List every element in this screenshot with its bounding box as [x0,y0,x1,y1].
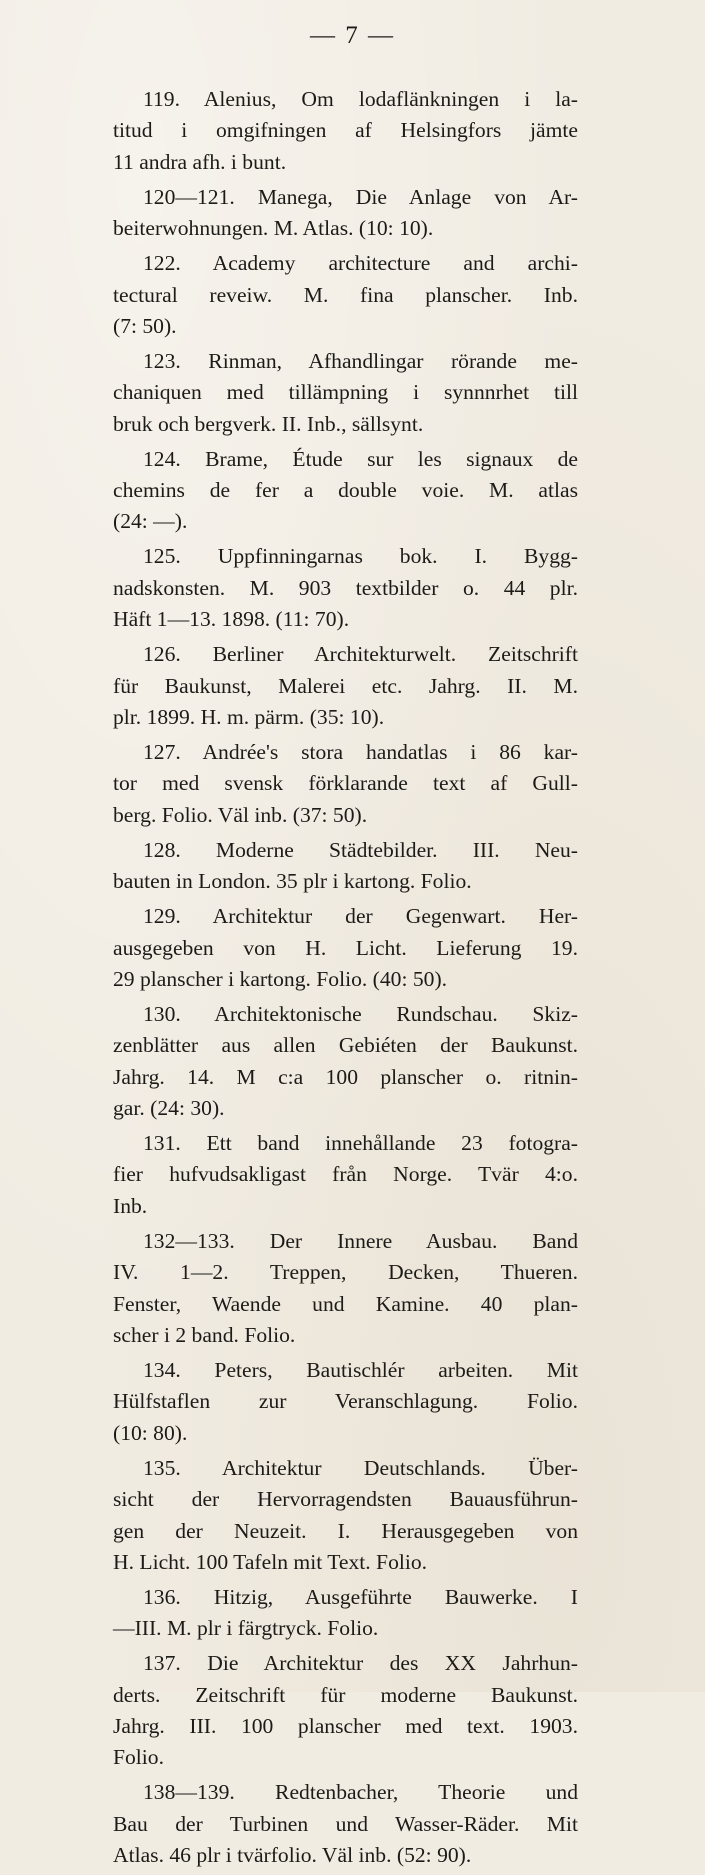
catalogue-entry [113,84,578,178]
entry-text-line: —III. M. plr i färgtryck. Folio. [113,1616,379,1641]
entry-heading-line: 131. Ett band innehållande 23 fotogra- [143,1131,578,1156]
entry-heading-line: 136. Hitzig, Ausgeführte Bauwerke. I [143,1584,578,1609]
entry-text-line: IV. 1—2. Treppen, Decken, Thueren. [113,1260,578,1285]
entry-text-line: Häft 1—13. 1898. (11: 70). [113,607,350,632]
entry-text-line: derts. Zeitschrift für moderne Baukunst. [113,1682,578,1707]
entry-text-line: nadskonsten. M. 903 textbilder o. 44 plr. [113,575,578,600]
entry-text-line: bauten in London. 35 plr i kartong. Folio. [113,869,472,894]
entry-text-line: zenblätter aus allen Gebiéten der Baukunst. [113,1033,578,1058]
entry-heading-line: 132—133. Der Innere Ausbau. Band [143,1228,578,1253]
entry-text-line: 29 planscher i kartong. Folio. (40: 50). [113,966,448,991]
entry-text-line: Atlas. 46 plr i tvärfolio. Väl inb. (52: 90). [113,1843,472,1868]
catalogue-entry [113,639,578,733]
catalogue-entry [113,1128,578,1222]
entry-heading-line: 124. Brame, Étude sur les signaux de [143,446,578,471]
entry-heading-line: 137. Die Architektur des XX Jahrhun- [143,1651,578,1676]
entry-text-line: (24: —). [113,509,188,534]
entry-heading-line: 119. Alenius, Om lodaflänkningen i la- [143,87,578,111]
entry-heading-line: 122. Academy architecture and archi- [143,251,578,276]
catalogue-entry [113,1648,578,1774]
entry-text-line: chaniquen med tillämpning i synnnrhet till [113,380,578,405]
entry-heading-line: 134. Peters, Bautischlér arbeiten. Mit [143,1357,578,1382]
entry-text-line: Inb. [113,1193,148,1218]
entry-text-line: für Baukunst, Malerei etc. Jahrg. II. M. [113,673,578,698]
entry-text-line: Jahrg. III. 100 planscher med text. 1903. [113,1714,578,1739]
page-number: — 7 — [310,22,395,49]
catalogue-entry [113,835,578,898]
entry-text-line: gen der Neuzeit. I. Herausgegeben von [113,1518,578,1543]
catalogue-entry [113,541,578,635]
entry-heading-line: 127. Andrée's stora handatlas i 86 kar- [143,739,578,764]
entry-text-line: 11 andra afh. i bunt. [113,149,287,174]
entry-text-line: ausgegeben von H. Licht. Lieferung 19. [113,935,578,960]
entry-text-line: Folio. [113,1745,165,1770]
entry-text-line: Fenster, Waende und Kamine. 40 plan- [113,1291,578,1316]
entry-text-line: gar. (24: 30). [113,1096,225,1121]
entry-text-line: sicht der Hervorragendsten Bauausführun- [113,1487,578,1512]
entry-heading-line: 125. Uppfinningarnas bok. I. Bygg- [143,544,578,569]
entry-text-line: Hülfstaflen zur Veranschlagung. Folio. [113,1389,578,1414]
catalogue-entry [113,1582,578,1645]
catalogue-entry [113,248,578,342]
entry-text-line: bruk och bergverk. II. Inb., sällsynt. [113,411,424,436]
entry-text-line: chemins de fer a double voie. M. atlas [113,478,578,503]
entry-heading-line: 120—121. Manega, Die Anlage von Ar- [143,184,578,209]
entry-text-line: beiterwohnungen. M. Atlas. (10: 10). [113,216,434,241]
catalogue-entry [113,999,578,1125]
entry-heading-line: 135. Architektur Deutschlands. Über- [143,1455,578,1480]
entry-text-line: scher i 2 band. Folio. [113,1322,296,1347]
catalogue-entry [113,1777,578,1871]
entry-text-line: (10: 80). [113,1420,188,1445]
entry-text-line: H. Licht. 100 Tafeln mit Text. Folio. [113,1549,428,1574]
entry-heading-line: 138—139. Redtenbacher, Theorie und [143,1780,578,1805]
catalogue-entry [113,901,578,995]
catalogue-entry [113,1453,578,1579]
catalogue-entry [113,1355,578,1449]
entry-text-line: tectural reveiw. M. fina planscher. Inb. [113,282,578,307]
entry-text-line: fier hufvudsakligast från Norge. Tvär 4:o. [113,1162,578,1187]
entry-text-line: tor med svensk förklarande text af Gull- [113,771,578,796]
entry-heading-line: 123. Rinman, Afhandlingar rörande me- [143,348,578,373]
entry-text-line: berg. Folio. Väl inb. (37: 50). [113,802,368,827]
catalogue-entry [113,346,578,440]
entry-text-line: titud i omgifningen af Helsingfors jämte [113,118,578,143]
entry-heading-line: 128. Moderne Städtebilder. III. Neu- [143,837,578,862]
catalogue-entry [113,182,578,245]
catalogue-entry [113,737,578,831]
catalogue-entry [113,444,578,538]
entry-text-line: plr. 1899. H. m. pärm. (35: 10). [113,704,385,729]
catalogue-entries [113,84,578,1875]
entry-text-line: Jahrg. 14. M c:a 100 planscher o. ritnin- [113,1064,578,1089]
entry-heading-line: 126. Berliner Architekturwelt. Zeitschrift [143,642,578,667]
entry-text-line: (7: 50). [113,313,177,338]
entry-text-line: Bau der Turbinen und Wasser-Räder. Mit [113,1811,578,1836]
entry-heading-line: 129. Architektur der Gegenwart. Her- [143,904,578,929]
catalogue-entry [113,1226,578,1352]
entry-heading-line: 130. Architektonische Rundschau. Skiz- [143,1001,578,1026]
